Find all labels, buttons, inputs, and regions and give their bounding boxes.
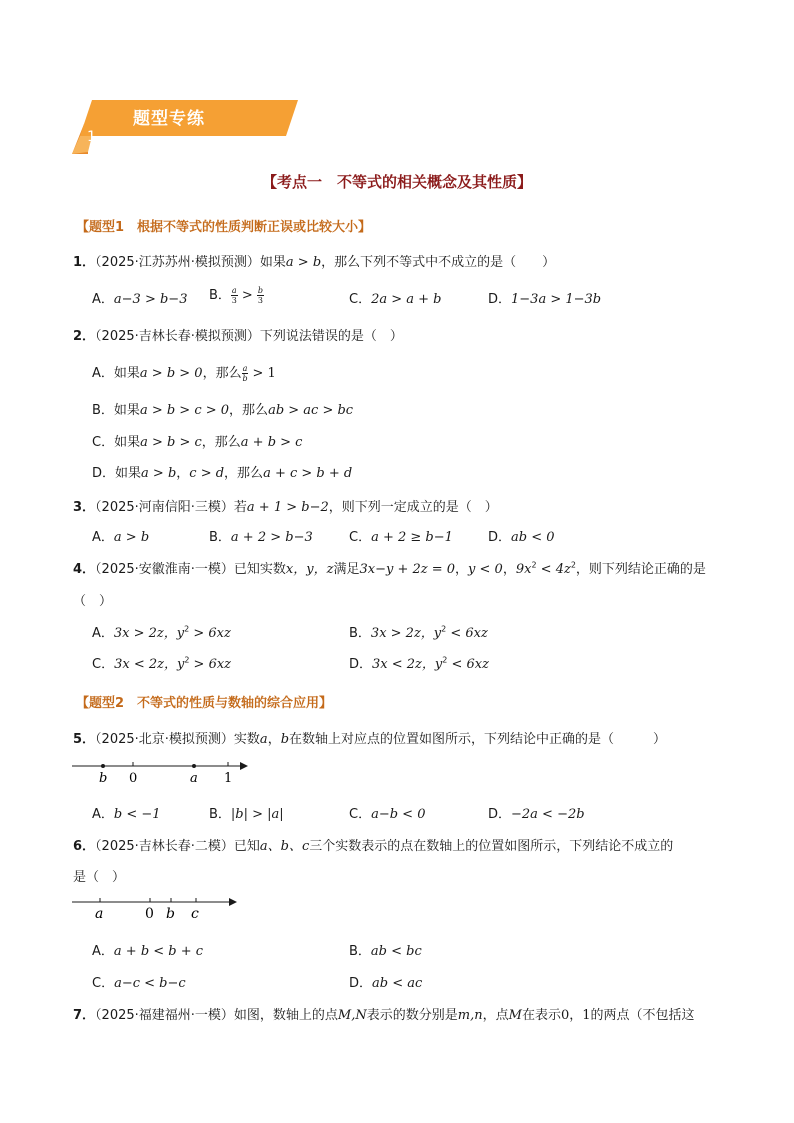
q5-point-b [101,764,105,768]
q3-option-a[interactable]: A．a > b [92,530,150,545]
q5-option-b[interactable]: B．|b| > |a| [209,807,284,822]
q1-option-a[interactable]: A．a−3 > b−3 [92,292,188,307]
q5-option-a[interactable]: A．b < −1 [92,807,161,822]
question-4-paren: （ ） [73,594,113,609]
q5-point-a [192,764,196,768]
q1-option-b[interactable]: B． $\frac{a}{3}$ > $\frac{b}{3}$ [209,286,264,305]
question-5: 5．（2025·北京·模拟预测）实数a，b在数轴上对应点的位置如图所示，下列结论中正确的是（ ） [73,732,667,747]
q2-option-c[interactable]: C．如果a > b > c，那么a + b > c [92,435,303,450]
q5-number-line [70,756,252,786]
banner-number: 1 [87,129,96,145]
q1-option-c[interactable]: C．2a > a + b [349,292,442,307]
question-7: 7．（2025·福建福州·一模）如图，数轴上的点M,N表示的数分别是m,n，点M在表示0，1的两点（不包括这 [73,1008,695,1023]
question-1: 1．（2025·江苏苏州·模拟预测）如果a > b，那么下列不等式中不成立的是（ ） [73,255,556,270]
q3-option-d[interactable]: D．ab < 0 [488,530,555,545]
type2-label: 【题型2 不等式的性质与数轴的综合应用】 [76,696,333,711]
question-2: 2．（2025·吉林长春·模拟预测）下列说法错误的是（ ） [73,329,403,344]
q5-label-b: b [99,771,108,786]
q4-option-c[interactable]: C．3x < 2z，$y^2 > 6xz$ [92,655,232,672]
q5-label-a: a [190,771,198,786]
q3-option-b[interactable]: B．a + 2 > b−3 [209,530,313,545]
q6-number-line [70,892,242,922]
q2-option-d[interactable]: D．如果a > b，c > d，那么a + c > b + d [92,466,353,481]
banner-title: 题型专练 [133,109,205,129]
q2-option-b[interactable]: B．如果a > b > c > 0，那么ab > ac > bc [92,403,354,418]
q2-option-a[interactable]: A．如果a > b > 0，那么 $\frac{a}{b}$ > 1 [92,364,276,383]
q4-option-a[interactable]: A．3x > 2z，$y^2 > 6xz$ [92,624,231,641]
q6-label-c: c [191,906,199,922]
q6-option-c[interactable]: C．a−c < b−c [92,976,186,991]
q1-option-d[interactable]: D．1−3a > 1−3b [488,292,602,307]
q4-option-d[interactable]: D．3x < 2z，$y^2 < 6xz$ [349,655,489,672]
type1-label: 【题型1 根据不等式的性质判断正误或比较大小】 [76,220,372,235]
q6-option-d[interactable]: D．ab < ac [349,976,423,991]
q6-label-b: b [166,906,175,922]
question-6-line2: 是（ ） [73,870,126,885]
q6-label-a: a [95,906,104,922]
q5-label-1: 1 [224,771,233,786]
q4-option-b[interactable]: B．3x > 2z，$y^2 < 6xz$ [349,624,488,641]
question-4: 4．（2025·安徽淮南·一模）已知实数x，y，z满足3x−y + 2z = 0，y < 0，$9x^2 < 4z^2$，则下列结论正确的是 [73,560,706,577]
q5-label-0: 0 [129,771,138,786]
q6-label-0: 0 [145,906,154,922]
q6-option-a[interactable]: A．a + b < b + c [92,944,204,959]
q5-option-c[interactable]: C．a−b < 0 [349,807,426,822]
q6-option-b[interactable]: B．ab < bc [349,944,422,959]
section-title: 【考点一 不等式的相关概念及其性质】 [261,173,532,191]
question-3: 3．（2025·河南信阳·三模）若a + 1 > b−2，则下列一定成立的是（ ） [73,500,498,515]
q5-option-d[interactable]: D．−2a < −2b [488,807,585,822]
q3-option-c[interactable]: C．a + 2 ≥ b−1 [349,530,453,545]
question-6: 6．（2025·吉林长春·二模）已知a、b、c三个实数表示的点在数轴上的位置如图所示，下列结论不成立的 [73,839,674,854]
